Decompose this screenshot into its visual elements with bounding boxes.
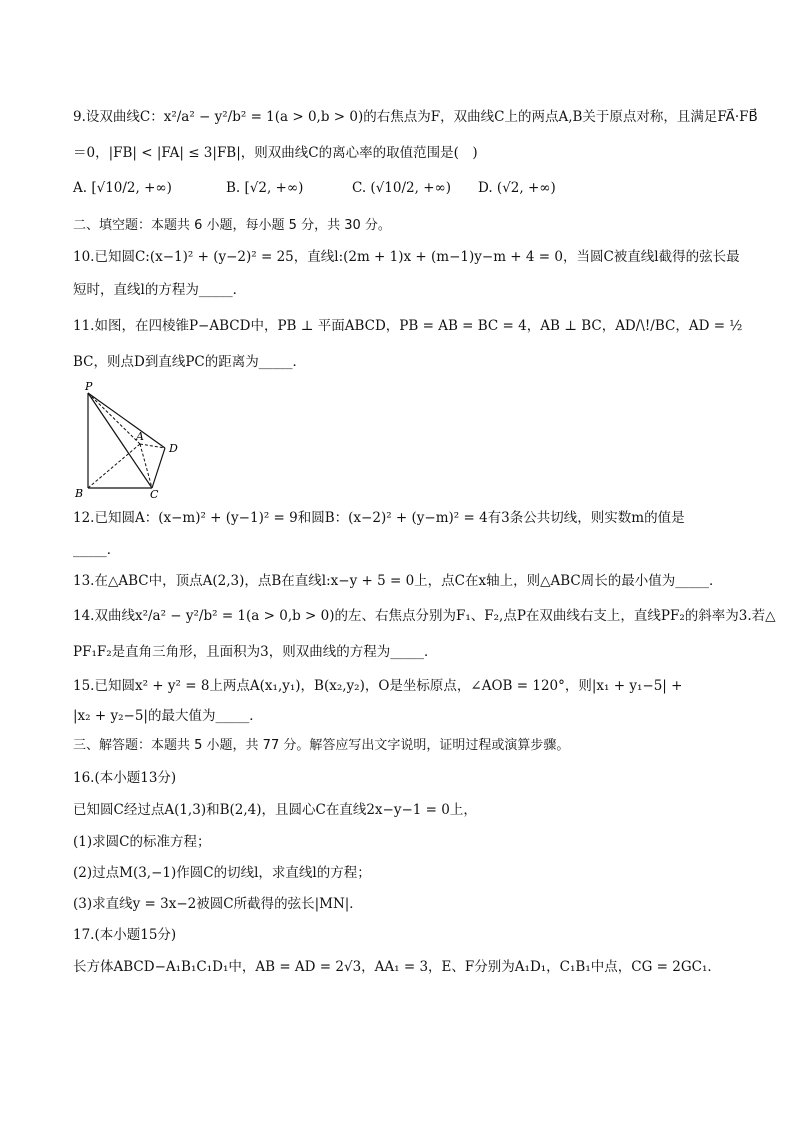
q17-stem: 长方体ABCD−A₁B₁C₁D₁中，AB = AD = 2√3，AA₁ = 3，E、F分别为A₁D₁，C₁B₁中点，CG = 2GC₁． [73,959,721,975]
q15-line-2: |x₂ + y₂−5|的最大值为_____． [73,708,263,724]
q16-part-3: (3)求直线y = 3x−2被圆C所截得的弦长|MN|． [73,896,363,912]
figure-label-p: P [85,380,93,393]
q11-line-2: BC，则点D到直线PC的距离为_____． [73,354,306,370]
q14-line-1: 14.双曲线x²/a² − y²/b² = 1(a > 0,b > 0)的左、右焦点分别为F₁、F₂,点P在双曲线右支上，直线PF₂的斜率为3.若△ [73,608,776,624]
figure-label-b: B [75,487,84,500]
q9-option-b: B. [√2, +∞) [226,180,304,196]
q9-option-c: C. (√10/2, +∞) [352,180,452,196]
q15-line-1: 15.已知圆x² + y² = 8上两点A(x₁,y₁)，B(x₂,y₂)，O是坐标原点，∠AOB = 120°，则|x₁ + y₁−5| + [73,678,683,694]
q9-option-d: D. (√2, +∞) [478,180,556,196]
q11-line-1: 11.如图，在四棱锥P−ABCD中，PB ⊥ 平面ABCD，PB = AB = BC = 4，AB ⊥ BC，AD/\!/BC，AD = ½ [73,318,743,334]
pyramid-figure [70,380,190,500]
q16-title: 16.(本小题13分) [73,770,177,786]
q16-part-2: (2)过点M(3,−1)作圆C的切线l，求直线l的方程； [73,865,371,881]
q9-option-a: A. [√10/2, +∞) [73,180,172,196]
q16-stem: 已知圆C经过点A(1,3)和B(2,4)，且圆心C在直线2x−y−1 = 0上， [73,802,477,818]
q14-line-2: PF₁F₂是直角三角形，且面积为3，则双曲线的方程为_____． [73,644,438,660]
q17-title: 17.(本小题15分) [73,927,177,943]
q10-line-2: 短时，直线l的方程为_____． [73,282,247,298]
q16-part-1: (1)求圆C的标准方程； [73,834,211,850]
figure-label-a: A [136,430,144,443]
q12-line-2: _____． [73,542,121,558]
q9-line-1: 9.设双曲线C：x²/a² − y²/b² = 1(a > 0,b > 0)的右焦点为F，双曲线C上的两点A,B关于原点对称，且满足FA⃗·FB⃗ [73,109,758,125]
section-3-heading: 三、解答题：本题共 5 小题，共 77 分。解答应写出文字说明，证明过程或演算步骤。 [73,738,570,753]
section-2-heading: 二、填空题：本题共 6 小题，每小题 5 分，共 30 分。 [73,218,391,233]
q12-line-1: 12.已知圆A：(x−m)² + (y−1)² = 9和圆B：(x−2)² + (y−m)² = 4有3条公共切线，则实数m的值是 [73,510,685,526]
figure-label-c: C [150,488,159,500]
q10-line-1: 10.已知圆C:(x−1)² + (y−2)² = 25，直线l:(2m + 1)x + (m−1)y−m + 4 = 0，当圆C被直线l截得的弦长最 [73,249,740,265]
figure-label-d: D [169,442,178,455]
q9-line-2: ＝0，|FB| < |FA| ≤ 3|FB|，则双曲线C的离心率的取值范围是( ) [73,145,478,161]
q13-line: 13.在△ABC中，顶点A(2,3)，点B在直线l:x−y + 5 = 0上，点C在x轴上，则△ABC周长的最小值为_____． [73,573,723,589]
